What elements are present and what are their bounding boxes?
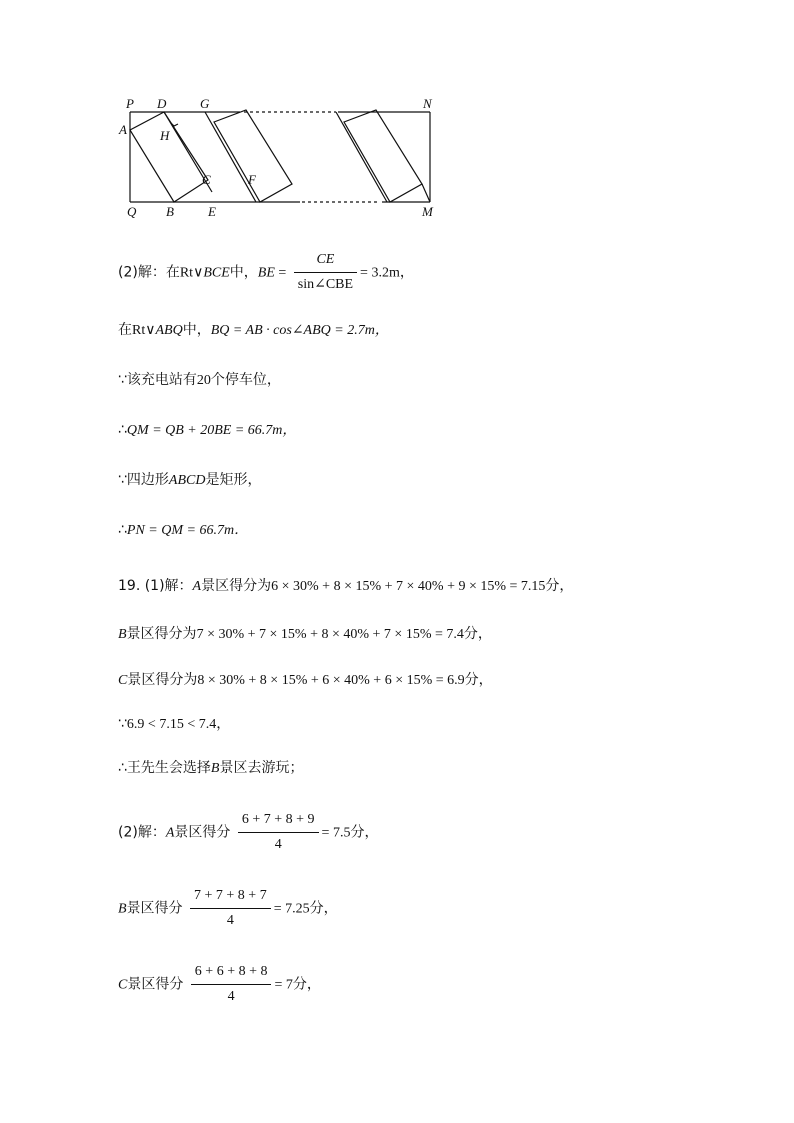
parking-count: 20 (196, 373, 211, 388)
score-expression: 7 × 30% + 7 × 15% + 8 × 40% + 7 × 15% = 7.4 (196, 627, 464, 642)
part-label: (2)解：在 (118, 264, 180, 281)
text-part: 四边形 (126, 472, 169, 488)
fraction-numerator: 7 + 7 + 8 + 7 (190, 886, 271, 909)
average-result: = 7 (274, 977, 293, 993)
q19-part2-line-a (118, 810, 378, 855)
rt-text: Rt (132, 323, 146, 338)
compare-expression: 6.9 < 7.15 < 7.4， (126, 717, 231, 732)
average-fraction (190, 886, 271, 931)
fraction-numerator: 6 + 7 + 8 + 9 (238, 810, 319, 833)
parking-diagram (110, 92, 450, 222)
be-result: = 3.2m， (360, 265, 414, 281)
shape-name: ABCD (168, 473, 206, 488)
unit-text: 分， (309, 900, 338, 917)
bq-expression: BQ = AB · cos∠ABQ = 2.7m， (210, 323, 389, 338)
fraction-numerator: CE (294, 250, 357, 273)
therefore-symbol: ∴ (118, 522, 127, 538)
average-result: = 7.5 (321, 825, 351, 841)
label-A: A (119, 122, 127, 137)
text-part: 该充电站有 (126, 372, 197, 388)
equals-sign: = (278, 265, 287, 281)
rt-text: Rt (179, 265, 194, 281)
average-fraction (191, 962, 272, 1007)
label-Q: Q (127, 204, 137, 219)
q19-line-c (118, 670, 493, 691)
average-fraction (238, 810, 319, 855)
connector-text: 中， (182, 322, 211, 338)
therefore-symbol: ∴ (118, 422, 127, 438)
area-var: A (192, 579, 202, 594)
because-symbol: ∵ (118, 716, 127, 732)
unit-text: 分， (545, 578, 574, 594)
connector-text: 中， (229, 264, 258, 281)
score-expression: 8 × 30% + 8 × 15% + 6 × 40% + 6 × 15% = 6.9 (197, 673, 465, 688)
because-symbol: ∵ (118, 472, 127, 488)
unit-text: 分， (464, 672, 493, 688)
triangle-name: ABQ (155, 323, 183, 338)
pn-expression: PN = QM = 66.7m． (126, 523, 249, 538)
because-symbol: ∵ (118, 372, 127, 388)
solution-line-pn (118, 520, 248, 541)
prefix-text: 在 (118, 322, 132, 338)
area-var: C (118, 673, 128, 688)
part-label: (2)解： (118, 824, 166, 841)
solution-line-be (118, 250, 414, 295)
q19-part2-line-b (118, 886, 338, 931)
area-var: B (118, 627, 127, 642)
unit-text: 分， (292, 976, 321, 993)
area-var: C (118, 977, 128, 993)
text-part: 是矩形， (205, 472, 262, 488)
therefore-symbol: ∴ (118, 760, 127, 776)
label-D: D (157, 96, 167, 111)
label-E: E (208, 204, 216, 219)
q19-line-a (118, 576, 573, 597)
text-part: 个停车位， (210, 372, 281, 388)
text-part: 景区得分为 (126, 626, 197, 642)
label-P: P (126, 96, 134, 111)
label-G: G (200, 96, 210, 111)
text-part: 景区得分 (126, 900, 183, 917)
q19-line-compare (118, 714, 230, 735)
label-N: N (423, 96, 432, 111)
fraction-denominator: 4 (226, 913, 234, 928)
fraction-denominator: sin∠CBE (297, 277, 354, 292)
area-var: B (118, 901, 127, 917)
fraction-ce-sin (294, 250, 357, 295)
q19-line-conclusion (118, 758, 303, 779)
average-result: = 7.25 (273, 901, 310, 917)
score-expression: 6 × 30% + 8 × 15% + 7 × 40% + 9 × 15% = 7.15 (271, 579, 546, 594)
be-var: BE (257, 265, 275, 281)
triangle-name: BCE (203, 265, 230, 281)
text-part: 景区得分为 (201, 578, 272, 594)
geometry-figure (110, 92, 450, 222)
fraction-denominator: 4 (274, 837, 282, 852)
triangle-symbol: ∨ (193, 265, 204, 281)
unit-text: 分， (463, 626, 492, 642)
fraction-numerator: 6 + 6 + 8 + 8 (191, 962, 272, 985)
text-part: 景区得分 (174, 824, 231, 841)
qm-expression: QM = QB + 20BE = 66.7m， (126, 423, 297, 438)
text-part: 景区去游玩； (219, 760, 304, 776)
triangle-symbol: ∨ (145, 323, 156, 338)
q19-line-b (118, 624, 492, 645)
area-var: B (210, 761, 220, 776)
text-part: 景区得分为 (127, 672, 198, 688)
label-F: F (248, 172, 256, 187)
label-B: B (166, 204, 174, 219)
area-var: A (165, 825, 175, 841)
solution-line-rectangle (118, 470, 261, 491)
solution-line-parking (118, 370, 281, 391)
label-C: C (202, 172, 211, 187)
label-M: M (422, 204, 433, 219)
label-H: H (160, 128, 170, 143)
fraction-denominator: 4 (227, 989, 235, 1004)
text-part: 景区得分 (127, 976, 184, 993)
text-part: 王先生会选择 (126, 760, 211, 776)
solution-line-bq (118, 320, 389, 341)
question-label: 19. (1)解： (118, 578, 193, 594)
unit-text: 分， (350, 824, 379, 841)
solution-line-qm (118, 420, 296, 441)
q19-part2-line-c (118, 962, 321, 1007)
